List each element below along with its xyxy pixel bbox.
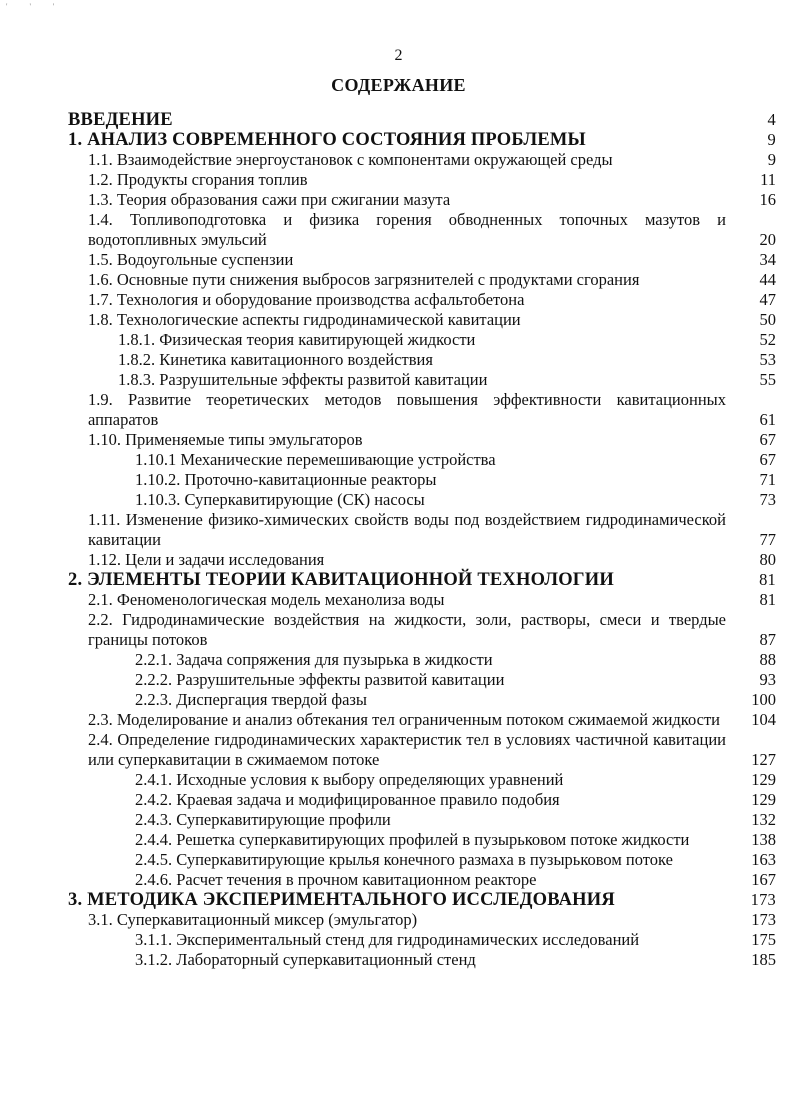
toc-entry-title: 1.10.2. Проточно-кавитационные реакторы [135, 470, 437, 489]
toc-entry [68, 690, 776, 710]
toc-entry-page: 47 [759, 290, 776, 309]
toc-entry [68, 290, 776, 310]
toc-entry-page: 104 [751, 710, 776, 729]
toc-entry-page: 100 [751, 690, 776, 709]
toc-entry-page: 52 [759, 330, 776, 349]
toc-entry-title: 2.4.5. Суперкавитирующие крылья конечного размаха в пузырьковом потоке [135, 850, 673, 869]
toc-entry [68, 730, 776, 770]
toc-entry-title: 1.10. Применяемые типы эмульгаторов [88, 430, 363, 449]
toc-entry [68, 670, 776, 690]
toc-entry [68, 210, 776, 250]
toc-chapter [68, 570, 776, 590]
scan-corner-marks: ' ' ' [6, 2, 65, 11]
toc-entry-title: 2.4.3. Суперкавитирующие профили [135, 810, 391, 829]
toc-entry [68, 190, 776, 210]
toc-entry-title: 2.4.4. Решетка суперкавитирующих профилей в пузырьковом потоке жидкости [135, 830, 690, 849]
toc-entry [68, 330, 776, 350]
toc-entry [68, 550, 776, 570]
toc-entry-title: 2.3. Моделирование и анализ обтекания тел ограниченным потоком сжимаемой жидкости [88, 710, 720, 729]
toc-entry-title: 3.1. Суперкавитационный миксер (эмульгатор) [88, 910, 418, 929]
toc-entry [68, 150, 776, 170]
toc-entry-title: 2. ЭЛЕМЕНТЫ ТЕОРИИ КАВИТАЦИОННОЙ ТЕХНОЛОГИИ [68, 570, 614, 590]
toc-entry-title: 1.8. Технологические аспекты гидродинамической кавитации [88, 310, 521, 329]
toc-entry-page: 129 [751, 770, 776, 789]
toc-entry-title: 2.4.6. Расчет течения в прочном кавитационном реакторе [135, 870, 537, 889]
toc-entry [68, 830, 776, 850]
toc-entry [68, 510, 776, 550]
toc-entry-page: 185 [751, 950, 776, 969]
toc-entry-page: 55 [759, 370, 776, 389]
toc-entry-page: 127 [751, 750, 776, 769]
toc-entry-title: 1.8.3. Разрушительные эффекты развитой кавитации [118, 370, 488, 389]
toc-entry [68, 850, 776, 870]
toc-entry-page: 53 [759, 350, 776, 369]
toc-entry [68, 950, 776, 970]
toc-entry-title: 1.6. Основные пути снижения выбросов загрязнителей с продуктами сгорания [88, 270, 640, 289]
toc-chapter [68, 130, 776, 150]
toc-entry [68, 650, 776, 670]
toc-entry-page: 16 [759, 190, 776, 209]
page-number: 2 [394, 47, 403, 64]
toc-entry-title: 1.2. Продукты сгорания топлив [88, 170, 308, 189]
toc-entry-page: 80 [759, 550, 776, 569]
toc-entry-title: 1.5. Водоугольные суспензии [88, 250, 294, 269]
toc-entry-title: 1.12. Цели и задачи исследования [88, 550, 325, 569]
toc-entry [68, 490, 776, 510]
toc-entry-page: 87 [759, 630, 776, 649]
toc-entry-page: 132 [751, 810, 776, 829]
toc-entry-page: 173 [751, 910, 776, 929]
toc-entry-page: 11 [760, 170, 776, 189]
toc-entry-page: 4 [767, 110, 776, 129]
toc-entry [68, 610, 776, 650]
toc-entry [68, 810, 776, 830]
toc-entry [68, 390, 776, 430]
table-of-contents [68, 110, 776, 970]
toc-entry [68, 790, 776, 810]
toc-entry [68, 430, 776, 450]
toc-entry [68, 170, 776, 190]
toc-entry-page: 73 [759, 490, 776, 509]
toc-entry-title: 3.1.1. Экспериментальный стенд для гидродинамических исследований [135, 930, 640, 949]
toc-entry-title: 1.4. Топливоподготовка и физика горения обводненных топочных мазутов и водотопливных эмульсий [88, 210, 726, 249]
toc-entry-title: 1.7. Технология и оборудование производства асфальтобетона [88, 290, 525, 309]
toc-entry-page: 81 [759, 570, 776, 589]
toc-entry-title: 2.2. Гидродинамические воздействия на жидкости, золи, растворы, смеси и твердые границы потоков [88, 610, 726, 649]
toc-entry-title: 1.9. Развитие теоретических методов повышения эффективности кавитационных аппаратов [88, 390, 726, 429]
toc-entry [68, 710, 776, 730]
toc-entry-title: 1.3. Теория образования сажи при сжигании мазута [88, 190, 451, 209]
toc-entry-title: ВВЕДЕНИЕ [68, 110, 173, 130]
toc-entry [68, 270, 776, 290]
toc-entry-page: 34 [759, 250, 776, 269]
toc-entry-title: 2.2.1. Задача сопряжения для пузырька в жидкости [135, 650, 493, 669]
toc-entry-title: 1.11. Изменение физико-химических свойств воды под воздействием гидродинамической кавитации [88, 510, 726, 549]
toc-entry [68, 590, 776, 610]
toc-entry-page: 88 [759, 650, 776, 669]
toc-entry [68, 450, 776, 470]
toc-entry-page: 138 [751, 830, 776, 849]
toc-entry-title: 2.4.2. Краевая задача и модифицированное правило подобия [135, 790, 560, 809]
toc-entry-page: 9 [767, 150, 776, 169]
toc-entry-title: 1.8.1. Физическая теория кавитирующей жидкости [118, 330, 476, 349]
toc-entry-title: 3. МЕТОДИКА ЭКСПЕРИМЕНТАЛЬНОГО ИССЛЕДОВАНИЯ [68, 890, 615, 910]
page-title: СОДЕРЖАНИЕ [331, 75, 466, 95]
toc-entry-page: 9 [767, 130, 776, 149]
toc-entry [68, 350, 776, 370]
toc-entry-page: 167 [751, 870, 776, 889]
toc-entry [68, 310, 776, 330]
toc-entry [68, 870, 776, 890]
toc-entry-page: 173 [750, 890, 776, 909]
toc-entry-page: 50 [759, 310, 776, 329]
toc-entry [68, 370, 776, 390]
toc-entry-title: 2.1. Феноменологическая модель механолиза воды [88, 590, 445, 609]
toc-entry-page: 44 [759, 270, 776, 289]
toc-entry-page: 175 [751, 930, 776, 949]
toc-entry-title: 1.10.1 Механические перемешивающие устройства [135, 450, 496, 469]
toc-entry-page: 77 [759, 530, 776, 549]
toc-entry-page: 20 [759, 230, 776, 249]
toc-entry-title: 2.4. Определение гидродинамических характеристик тел в условиях частичной кавитации или суперкавитации в сжимаемом потоке [88, 730, 726, 769]
toc-entry-page: 81 [759, 590, 776, 609]
toc-entry-page: 67 [759, 450, 776, 469]
toc-entry-page: 67 [759, 430, 776, 449]
toc-chapter [68, 110, 776, 130]
toc-entry [68, 470, 776, 490]
toc-entry-title: 2.2.2. Разрушительные эффекты развитой кавитации [135, 670, 505, 689]
toc-entry-title: 1.1. Взаимодействие энергоустановок с компонентами окружающей среды [88, 150, 613, 169]
toc-chapter [68, 890, 776, 910]
toc-entry-title: 2.4.1. Исходные условия к выбору определяющих уравнений [135, 770, 564, 789]
toc-entry-page: 71 [759, 470, 776, 489]
toc-entry-title: 2.2.3. Диспергация твердой фазы [135, 690, 368, 709]
toc-entry [68, 910, 776, 930]
toc-entry [68, 250, 776, 270]
toc-entry-title: 1. АНАЛИЗ СОВРЕМЕННОГО СОСТОЯНИЯ ПРОБЛЕМЫ [68, 130, 586, 150]
toc-entry-page: 93 [759, 670, 776, 689]
toc-entry [68, 770, 776, 790]
toc-entry-page: 163 [751, 850, 776, 869]
toc-entry-title: 3.1.2. Лабораторный суперкавитационный стенд [135, 950, 476, 969]
toc-entry-page: 129 [751, 790, 776, 809]
toc-entry-page: 61 [759, 410, 776, 429]
toc-entry-title: 1.8.2. Кинетика кавитационного воздействия [118, 350, 433, 369]
toc-entry-title: 1.10.3. Суперкавитирующие (СК) насосы [135, 490, 425, 509]
toc-entry [68, 930, 776, 950]
